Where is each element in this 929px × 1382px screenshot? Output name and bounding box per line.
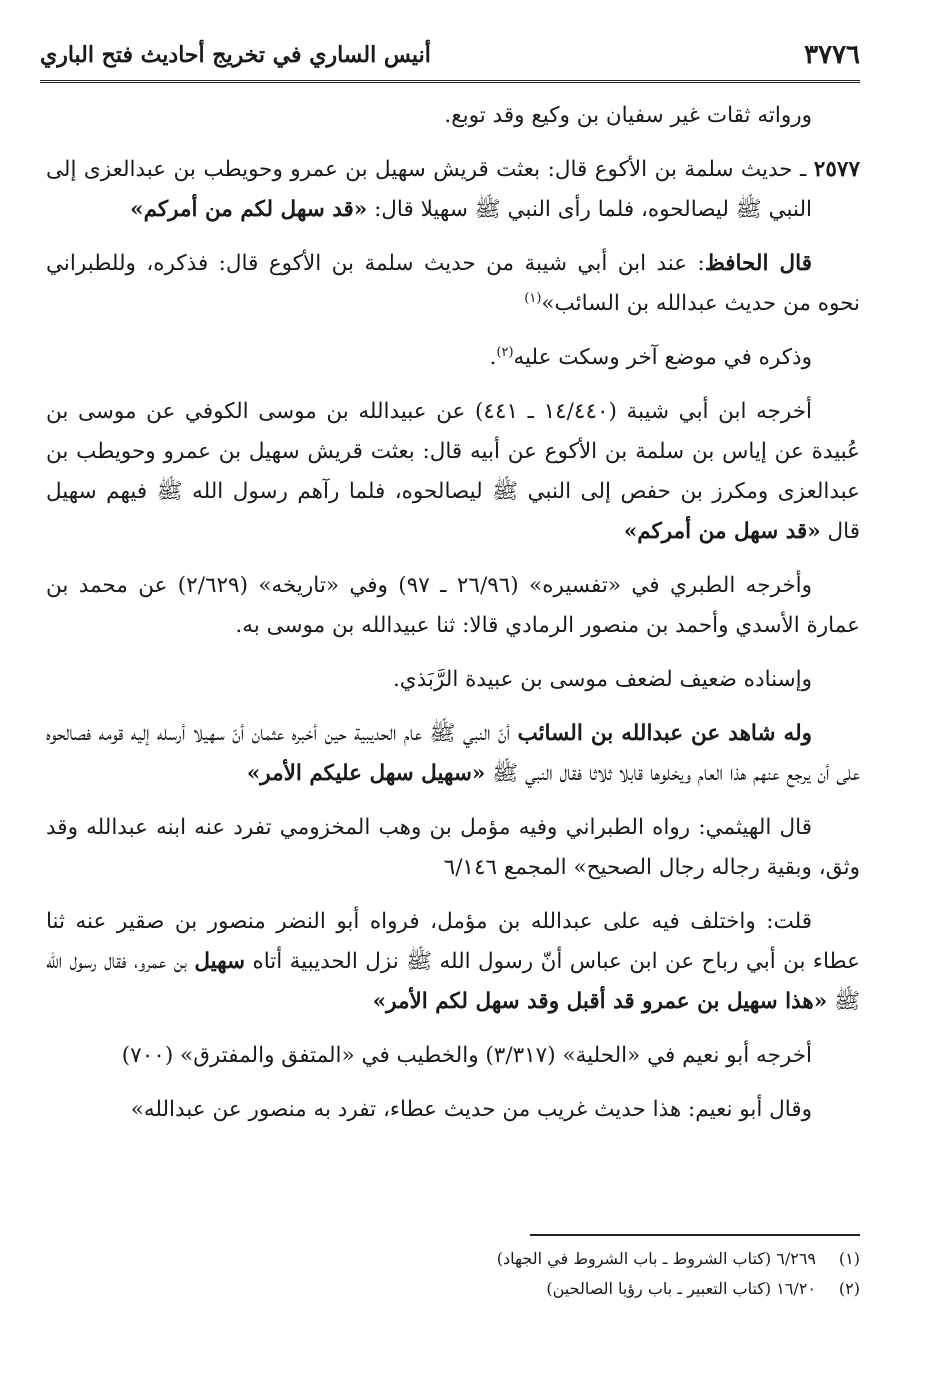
hadith-2577 <box>46 150 860 230</box>
p4-text: وذكره في موضع آخر وسكت عليه <box>513 345 812 370</box>
paragraph-6: وأخرجه الطبري في «تفسيره» (٢٦/٩٦ ـ ٩٧) وفي «تاريخه» (٢/٦٢٩) عن محمد بن عمارة الأسدي وأحمد بن منصور الرمادي قالا: ثنا عبيدالله بن موسى به. <box>46 573 860 638</box>
hadith-text: ـ حديث سلمة بن الأكوع قال: بعثت قريش سهيل بن عمرو وحويطب بن عبدالعزى إلى النبي ﷺ ليصالحوه، فلما رأى النبي ﷺ سهيلا قال: <box>46 157 814 222</box>
footnote-2 <box>46 1274 860 1304</box>
p8-text: أنّ النبي ﷺ عام الحديبية حين أخبره عثمان أنّ سهيلا أرسله إليه قومه فصالحوه على أن يرجع عنهم هذا العام ويخلوها قابلا ثلاثا فقال النبي ﷺ <box>46 721 860 786</box>
paragraph-7: وإسناده ضعيف لضعف موسى بن عبيدة الرَّبَذي. <box>392 667 812 692</box>
paragraph-12: وقال أبو نعيم: هذا حديث غريب من حديث عطاء، تفرد به منصور عن عبدالله» <box>130 1097 812 1122</box>
footnote-number: (١) <box>838 1249 860 1268</box>
footnote-ref-1[interactable]: (١) <box>524 290 542 306</box>
p5-text: أخرجه ابن أبي شيبة (١٤/٤٤٠ ـ ٤٤١) عن عبيدالله بن موسى الكوفي عن موسى بن عُبيدة عن إياس بن سلمة بن الأكوع عن أبيه قال: بعثت قريش سهيل بن عمرو وحويطب بن عبدالعزى ومكرز بن حفص إلى النبي ﷺ ليصالحوه، فلما رآهم رسول الله ﷺ فيهم سهيل قال <box>46 399 860 544</box>
paragraph-9: قال الهيثمي: رواه الطبراني وفيه مؤمل بن وهب المخزومي تفرد عنه ابنه عبدالله وقد وثق، وبقية رجاله رجال الصحيح» المجمع ٦/١٤٦ <box>46 815 860 880</box>
hafiz-text: : عند ابن أبي شيبة من حديث سلمة بن الأكوع قال: فذكره، وللطبراني نحوه من حديث عبدالله بن السائب» <box>46 251 860 316</box>
footnotes <box>46 1234 860 1304</box>
hadith-number: ٢٥٧٧ <box>813 157 860 182</box>
p10-quote: «هذا سهيل بن عمرو قد أقبل وقد سهل لكم الأمر» <box>372 989 828 1014</box>
p10-bold-name: سهيل <box>194 949 246 974</box>
p10-text2: بن عمرو، فقال رسول الله ﷺ <box>46 949 860 1014</box>
book-title: أنيس الساري في تخريج أحاديث فتح الباري <box>40 42 431 68</box>
p8-quote: «سهيل سهل عليكم الأمر» <box>246 761 486 786</box>
paragraph-4 <box>46 338 860 378</box>
footnote-text: ٦/٢٦٩ (كتاب الشروط ـ باب الشروط في الجهاد) <box>496 1249 816 1268</box>
footnote-1 <box>46 1244 860 1274</box>
paragraph-10 <box>46 902 860 1022</box>
footnote-number: (٢) <box>838 1279 860 1298</box>
page-body <box>46 96 860 1144</box>
hadith-quote: «قد سهل لكم من أمركم» <box>130 197 368 222</box>
shahid-label: وله شاهد عن عبدالله بن السائب <box>517 721 812 746</box>
page-header <box>40 30 860 83</box>
paragraph-hafiz <box>46 244 860 324</box>
footnote-divider <box>530 1234 860 1236</box>
paragraph-5 <box>46 392 860 552</box>
p5-quote: «قد سهل من أمركم» <box>623 519 821 544</box>
hafiz-label: قال الحافظ <box>704 251 812 276</box>
paragraph-1: ورواته ثقات غير سفيان بن وكيع وقد توبع. <box>444 103 812 128</box>
p4-end: . <box>489 345 497 370</box>
footnote-text: ١٦/٢٠ (كتاب التعبير ـ باب رؤيا الصالحين) <box>546 1279 816 1298</box>
p10-text: قلت: واختلف فيه على عبدالله بن مؤمل، فرواه أبو النضر منصور بن صقير عنه ثنا عطاء بن أبي رباح عن ابن عباس أنّ رسول الله ﷺ نزل الحديبية أتاه <box>46 909 860 974</box>
paragraph-8 <box>46 714 860 794</box>
footnote-ref-2[interactable]: (٢) <box>496 344 514 360</box>
page-number: ٣٧٧٦ <box>804 40 860 70</box>
paragraph-11: أخرجه أبو نعيم في «الحلية» (٣/٣١٧) والخطيب في «المتفق والمفترق» (٧٠٠) <box>121 1043 812 1068</box>
